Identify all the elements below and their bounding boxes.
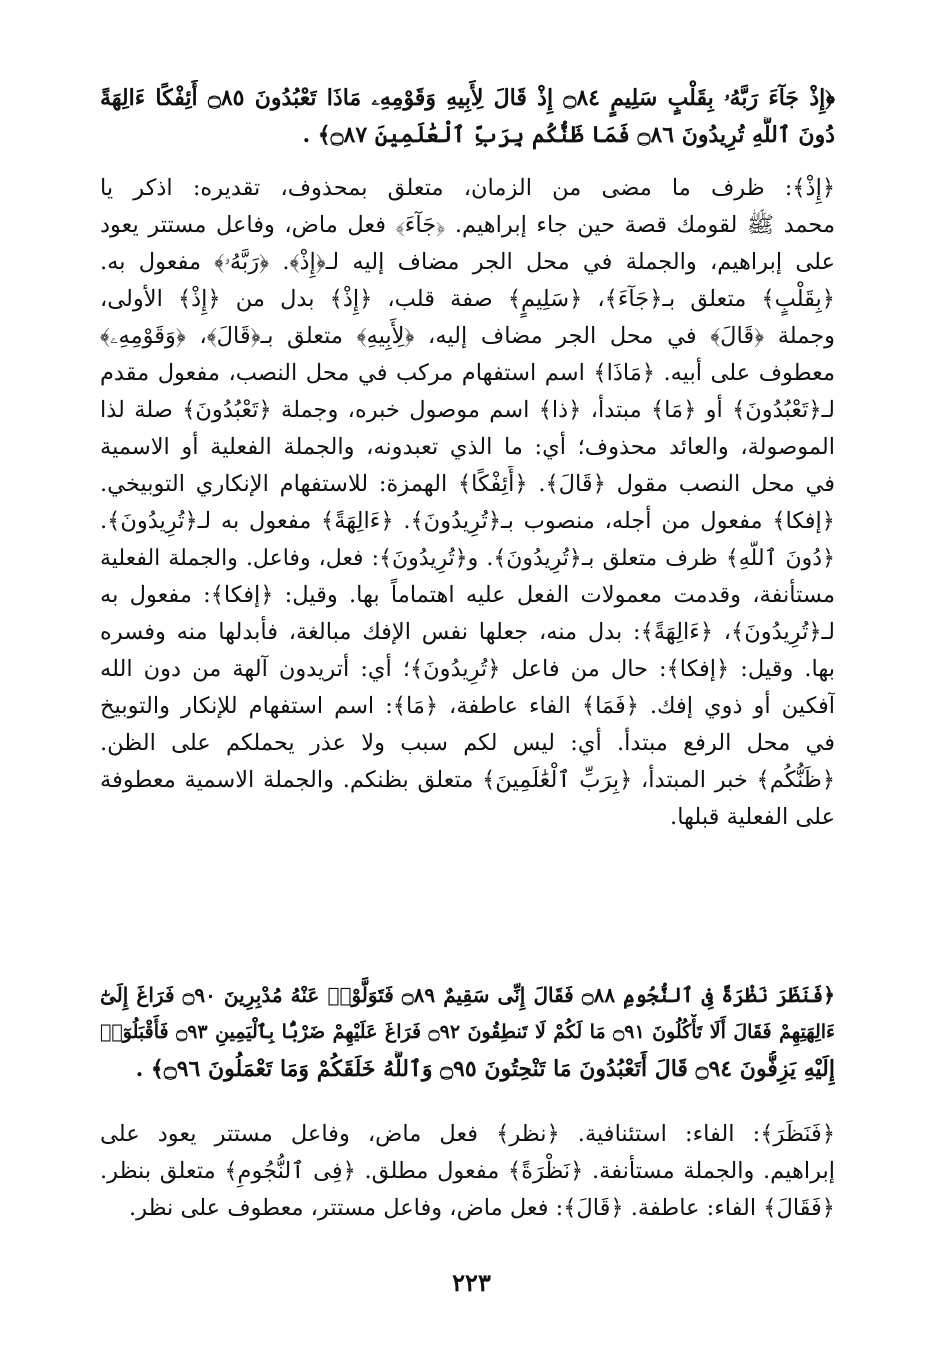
commentary-line: لـ﴿تُرِيدُونَ﴾، ﴿ءَالِهَةً﴾: بدل منه، جعلها نفس الإفك مبالغة، فأبدلها منه وفسره xyxy=(100,619,835,645)
commentary-line: ﴿إفكا﴾ مفعول من أجله، منصوب بـ﴿تُرِيدُونَ﴾. ﴿ءَالِهَةً﴾ مفعول به لـ﴿تُرِيدُونَ﴾. xyxy=(100,508,835,534)
commentary-line: مستأنفة، وقدمت معمولات الفعل عليه اهتماماً بها. وقيل: ﴿إفكا﴾: مفعول به xyxy=(100,582,835,608)
verse-line: ءَالِهَتِهِمْ فَقَالَ أَلَا تَأْكُلُونَ ۝٩١ مَا لَكُمْ لَا تَنطِقُونَ ۝٩٢ فَرَاغَ عَلَيْهِمْ ضَرْبًۢا بِٱلْيَمِينِ ۝٩٣ فَأَقْبَلُوٓا۟ xyxy=(100,1021,835,1043)
commentary-line: ﴿فَنَظَرَ﴾: الفاء: استئنافية. ﴿نظر﴾ فعل ماض، وفاعل مستتر يعود على xyxy=(100,1121,835,1147)
commentary-line: في محل النصب مقول ﴿قَالَ﴾. ﴿أَئِفْكًا﴾ الهمزة: للاستفهام الإنكاري التوبيخي. xyxy=(100,471,835,497)
commentary-line: ﴿دُونَ ٱللَّهِ﴾ ظرف متعلق بـ﴿تُرِيدُونَ﴾. و﴿تُرِيدُونَ﴾: فعل، وفاعل. والجملة الفعلية xyxy=(100,546,835,571)
verse-line: إِلَيْهِ يَزِفُّونَ ۝٩٤ قَالَ أَتَعْبُدُونَ مَا تَنْحِتُونَ ۝٩٥ وَٱللَّهُ خَلَقَكُمْ وَمَا تَعْمَلُونَ ۝٩٦﴾ . xyxy=(135,1056,835,1082)
commentary-line: على إبراهيم، والجملة في محل الجر مضاف إليه لـ﴿إِذْ﴾. ﴿رَبَّهُۥ﴾ مفعول به. xyxy=(100,249,835,275)
commentary-line: ﴿بِقَلْبٍ﴾ متعلق بـ﴿جَآءَ﴾، ﴿سَلِيمٍ﴾ صفة قلب، ﴿إِذْ﴾ بدل من ﴿إِذْ﴾ الأولى، xyxy=(100,286,835,312)
verse-line: ﴿إِذْ جَآءَ رَبَّهُۥ بِقَلْبٍ سَلِيمٍ ۝٨٤ إِذْ قَالَ لِأَبِيهِ وَقَوْمِهِۦ مَاذَا تَعْبُدُونَ ۝٨٥ أَئِفْكًا ءَالِهَةً xyxy=(100,85,835,111)
commentary-line: محمد ﷺ لقومك قصة حين جاء إبراهيم. ﴿جَآءَ﴾ فعل ماض، وفاعل مستتر يعود xyxy=(100,212,835,238)
commentary-line: بها. وقيل: ﴿إفكا﴾: حال من فاعل ﴿تُرِيدُونَ﴾؛ أي: أتريدون آلهة من دون الله xyxy=(100,656,835,682)
commentary-line: إبراهيم. والجملة مستأنفة. ﴿نَظْرَةً﴾ مفعول مطلق. ﴿فِى ٱلنُّجُومِ﴾ متعلق بنظر. xyxy=(100,1158,835,1184)
commentary-line: آفكين أو ذوي إفك. ﴿فَمَا﴾ الفاء عاطفة، ﴿مَا﴾: اسم استفهام للإنكار والتوبيخ xyxy=(100,693,835,719)
verse-line: دُونَ ٱللَّهِ تُرِيدُونَ ۝٨٦ فَمَا ظَنُّكُم بِرَبِّ ٱلْعَٰلَمِينَ ۝٨٧﴾ . xyxy=(302,122,835,148)
commentary-line: لـ﴿تَعْبُدُونَ﴾ أو ﴿مَا﴾ مبتدأ، ﴿ذا﴾ اسم موصول خبره، وجملة ﴿تَعْبُدُونَ﴾ صلة لذا xyxy=(100,397,835,423)
commentary-line: وجملة ﴿قَالَ﴾ في محل الجر مضاف إليه، ﴿لِأَبِيهِ﴾ متعلق بـ﴿قَالَ﴾، ﴿وَقَوْمِهِۦ﴾ xyxy=(100,323,835,349)
commentary-line: على الفعلية قبلها. xyxy=(670,804,835,830)
commentary-line: في محل الرفع مبتدأ. أي: ليس لكم سبب ولا عذر يحملكم على الظن. xyxy=(100,730,835,756)
quran-verse-block-88-96 xyxy=(100,977,835,1088)
commentary-line: ﴿إِذْ﴾: ظرف ما مضى من الزمان، متعلق بمحذوف، تقديره: اذكر يا xyxy=(100,175,835,201)
verse-line: ﴿فَنَظَرَ نَظْرَةً فِى ٱلنُّجُومِ ۝٨٨ فَقَالَ إِنِّى سَقِيمٌ ۝٨٩ فَتَوَلَّوْا۟ عَنْهُ مُدْبِرِينَ ۝٩٠ فَرَاغَ إِلَىٰٓ xyxy=(100,983,835,1007)
commentary-block-1 xyxy=(100,170,835,836)
commentary-block-2 xyxy=(100,1116,835,1227)
quran-verse-block-84-87 xyxy=(100,80,835,154)
commentary-line: الموصولة، والعائد محذوف؛ أي: ما الذي تعبدونه، والجملة الفعلية أو الاسمية xyxy=(100,434,835,460)
commentary-line: ﴿ظَنُّكُم﴾ خبر المبتدأ، ﴿بِرَبِّ ٱلْعَٰلَمِينَ﴾ متعلق بظنكم. والجملة الاسمية معطوفة xyxy=(100,767,835,793)
commentary-line: معطوف على أبيه. ﴿مَاذَا﴾ اسم استفهام مركب في محل النصب، مفعول مقدم xyxy=(100,360,835,386)
page-number: ٢٢٣ xyxy=(452,1268,491,1297)
commentary-line: ﴿فَقَالَ﴾ الفاء: عاطفة. ﴿قَالَ﴾: فعل ماض، وفاعل مستتر، معطوف على نظر. xyxy=(129,1195,835,1221)
